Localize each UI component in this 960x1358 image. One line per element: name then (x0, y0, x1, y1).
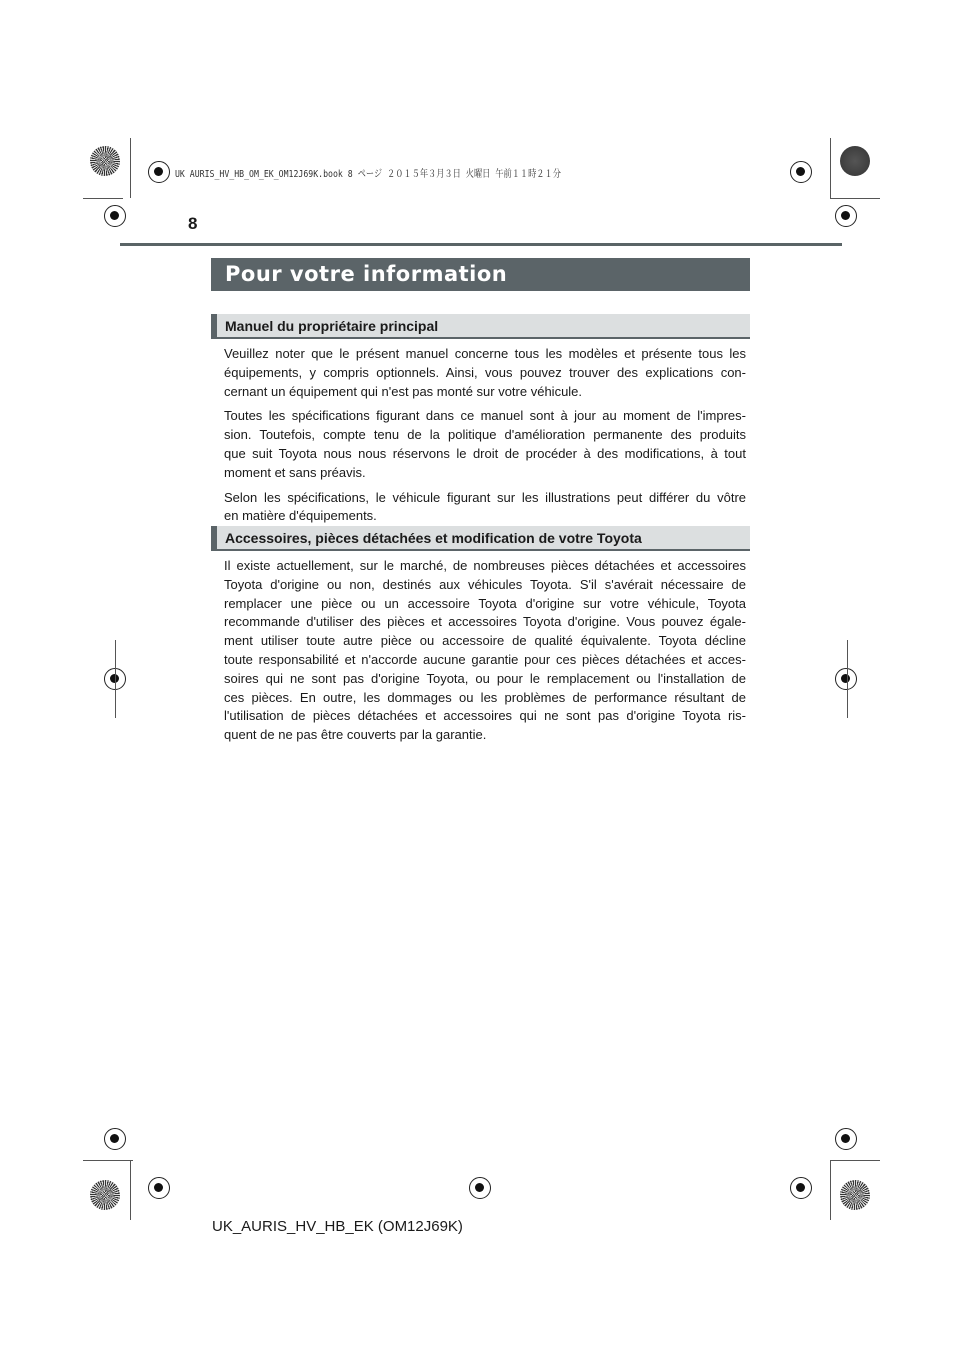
registration-dial-icon (840, 1180, 870, 1210)
text-line: Toyota d'origine ou non, destinés aux véhicules Toyota. S'il s'avérait nécessaire de (224, 576, 746, 592)
text-line: toute responsabilité et n'accorde aucune garantie pour ces pièces détachées et acces- (224, 651, 746, 667)
crosshair-icon (148, 161, 170, 183)
section-body (224, 557, 746, 751)
text-line: ces pièces. En outre, les dommages ou les problèmes de performance résultant de (224, 689, 746, 705)
text-line: remplacer une pièce ou un accessoire Toyota d'origine sur votre véhicule, Toyota (224, 595, 746, 611)
registration-dial-icon (90, 1180, 120, 1210)
paragraph (224, 489, 746, 527)
text-line: recommande d'utiliser des pièces et accessoires Toyota d'origine. Vous pouvez égale- (224, 614, 746, 630)
crosshair-icon (790, 1177, 812, 1199)
paragraph (224, 557, 746, 745)
crosshair-icon (835, 1128, 857, 1150)
crop-mark (847, 640, 848, 718)
crop-mark (830, 138, 831, 198)
page-number: 8 (188, 214, 198, 233)
text-line: Toutes les spécifications figurant dans ce manuel sont à jour au moment de l'impres- (224, 408, 746, 424)
section-body (224, 345, 746, 532)
crosshair-icon (469, 1177, 491, 1199)
registration-dial-icon (840, 146, 870, 176)
text-line: cernant un équipement qui n'est pas monté sur votre véhicule. (224, 383, 583, 399)
crop-mark (830, 198, 880, 199)
crop-mark (115, 640, 116, 718)
paragraph (224, 345, 746, 401)
crosshair-icon (104, 1128, 126, 1150)
text-line: ment utiliser toute autre pièce ou accessoire de qualité équivalente. Toyota décline (224, 633, 746, 649)
text-line: quent de ne pas être couverts par la garantie. (224, 727, 487, 743)
text-line: en matière d'équipements. (224, 508, 377, 524)
crop-mark (83, 1160, 133, 1161)
crosshair-icon (148, 1177, 170, 1199)
text-line: Selon les spécifications, le véhicule figurant sur les illustrations peut différer du vôtre (224, 489, 746, 505)
crop-mark (130, 1160, 131, 1220)
section-heading: Accessoires, pièces détachées et modification de votre Toyota (211, 526, 750, 551)
crosshair-icon (104, 205, 126, 227)
paragraph (224, 407, 746, 482)
text-line: moment et sans préavis. (224, 464, 366, 480)
text-line: Il existe actuellement, sur le marché, de nombreuses pièces détachées et accessoires (224, 558, 746, 573)
registration-dial-icon (90, 146, 120, 176)
text-line: équipements, y compris optionnels. Ainsi, vous pouvez trouver des explications con- (224, 364, 746, 380)
text-line: soires qui ne sont pas d'origine Toyota, ou pour le remplacement ou l'installation de (224, 670, 746, 686)
print-header: UK AURIS_HV_HB_OM_EK_OM12J69K.book 8 ページ ２０１５年３月３日 火曜日 午前１１時２１分 (175, 169, 561, 180)
crop-mark (830, 1160, 880, 1161)
header-rule (120, 243, 842, 246)
text-line: l'utilisation de pièces détachées et accessoires qui ne sont pas d'origine Toyota ris- (224, 708, 746, 724)
crosshair-icon (790, 161, 812, 183)
text-line: Veuillez noter que le présent manuel concerne tous les modèles et présente tous les (224, 346, 746, 361)
crop-mark (830, 1160, 831, 1220)
crosshair-icon (835, 205, 857, 227)
crop-mark (83, 198, 123, 199)
footer-code: UK_AURIS_HV_HB_EK (OM12J69K) (212, 1218, 463, 1235)
crop-mark (130, 138, 131, 198)
section-heading: Manuel du propriétaire principal (211, 314, 750, 339)
text-line: que suit Toyota nous nous réservons le droit de procéder à des modifications, à tout (224, 445, 746, 461)
page-title: Pour votre information (211, 258, 750, 291)
crosshair-icon (835, 668, 857, 690)
text-line: sion. Toutefois, compte tenu de la politique d'amélioration permanente des produits (224, 427, 746, 443)
